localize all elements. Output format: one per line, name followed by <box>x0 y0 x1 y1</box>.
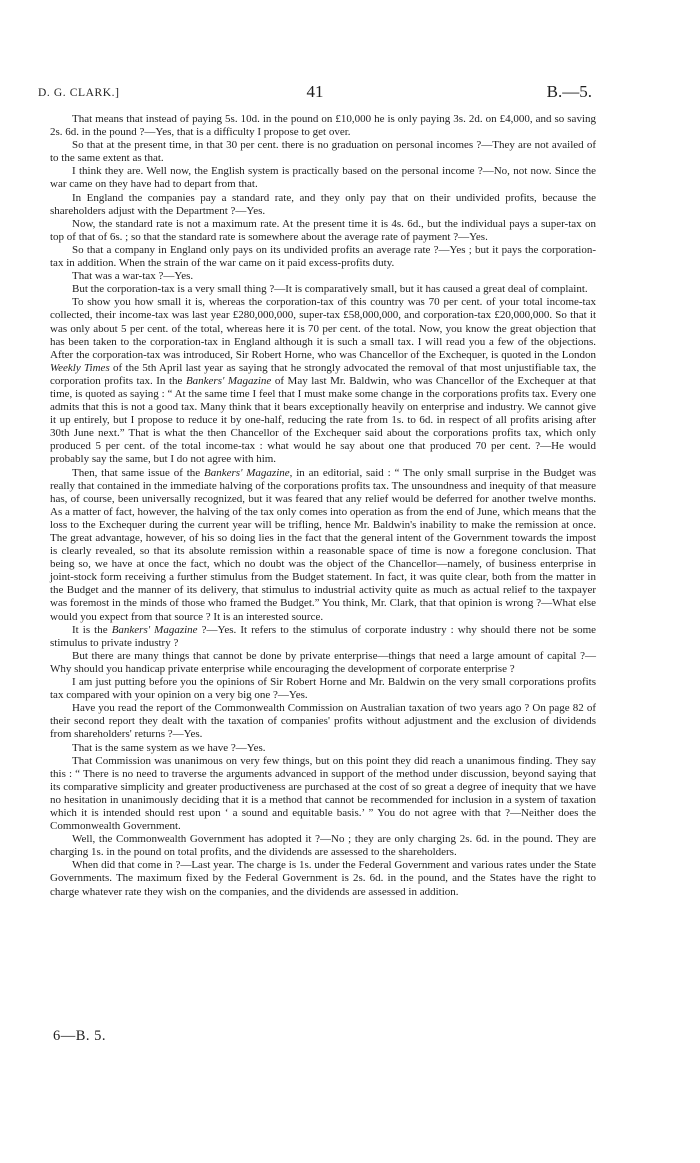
paragraph: But the corporation-tax is a very small thing ?—It is comparatively small, but it has caused a great deal of complaint. <box>72 283 588 296</box>
paragraph: Now, the standard rate is not a maximum rate. At the present time it is 4s. 6d., but the individual pays a super-tax on top of that of 6s. ; so that the standard rate is somewhere about the average rate of payment ?—Yes. <box>50 217 596 243</box>
paragraph: But there are many things that cannot be done by private enterprise—things that need a large amount of capital ?—Why should you handicap private enterprise while encouraging the development of corporate enterprise ? <box>50 649 596 675</box>
document-reference: B.—5. <box>546 82 592 101</box>
paragraph: To show you how small it is, whereas the corporation-tax of this country was 70 per cent. of your total income-tax collected, their income-tax was last year £280,000,000, super-tax £58,000,000, and corporation-tax £20,000,000. So that it was only about 5 per cent. of the total, whereas here it is 70 per cent. of the total. Now, you know the great objection that has been taken to the corporation-tax in England although it is such a small tax. I will read you a few of the objections. After the corporation-tax was introduced, Sir Robert Horne, who was Chancellor of the Exchequer, is quoted in the London Weekly Times of the 5th April last year as saying that he strongly advocated the removal of that most unjustifiable tax, the corporation profits tax. In the Bankers' Magazine of May last Mr. Baldwin, who was Chancellor of the Exchequer at that time, is quoted as saying : “ At the same time I feel that I must make some change in the corporations profits tax. Every one admits that this is not a good tax. Many think that it bears exceptionally heavily on enterprise and industry. We cannot give it up entirely, but I propose to reduce it by one-half, reducing the rate from 1s. to 6d. in respect of all profits arising after 30th June next.” That is what the then Chancellor of the Exchequer said about the corporations profits tax, which only produced 5 per cent. of the total income-tax : what would he say about one that produced 70 per cent. ?—He would probably say the same, but I do not agree with him. <box>50 296 596 466</box>
footer-signature: 6—B. 5. <box>53 1028 107 1044</box>
paragraph: That Commission was unanimous on very few things, but on this point they did reach a unanimous finding. They say this : “ There is no need to traverse the arguments advanced in support of the method under discussion, beyond saying that its comparative simplicity and greater productiveness are purchased at the cost of so great a degree of inequity that we have no hesitation in unanimously deciding that it is a method that cannot be recommended for inclusion in a system of taxation which it is intended should rest upon ‘ a sound and equitable basis.’ ” You do not agree with that ?—Neither does the Commonwealth Government. <box>50 754 596 833</box>
paragraph: So that a company in England only pays on its undivided profits an average rate ?—Yes ; but it pays the corporation-tax in addition. When the strain of the war came on it paid excess-profits duty. <box>50 243 596 270</box>
paragraph: Well, the Commonwealth Government has adopted it ?—No ; they are only charging 2s. 6d. in the pound. They are charging 1s. in the pound on total profits, and the dividends are assessed to the shareholders. <box>50 833 596 859</box>
witness-name: D. G. CLARK.] <box>38 87 120 99</box>
paragraph: That means that instead of paying 5s. 10d. in the pound on £10,000 he is only paying 3s. 2d. on £4,000, and so saving 2s. 6d. in the pound ?—Yes, that is a difficulty I propose to get over. <box>50 113 596 139</box>
paragraph: In England the companies pay a standard rate, and they only pay that on their undivided profits, because the shareholders adjust with the Department ?—Yes. <box>50 191 596 217</box>
paragraph: That is the same system as we have ?—Yes. <box>72 741 266 754</box>
paragraph: That was a war-tax ?—Yes. <box>72 270 194 283</box>
paragraph: I am just putting before you the opinions of Sir Robert Horne and Mr. Baldwin on the very small corporations profits tax compared with your opinion on a very big one ?—Yes. <box>50 676 596 702</box>
paragraph: When did that come in ?—Last year. The charge is 1s. under the Federal Government and various rates under the State Governments. The maximum fixed by the Federal Government is 2s. 6d. in the pound, and the States have the right to charge whatever rate they wish on the companies, and the dividends are assessed in addition. <box>50 859 596 898</box>
body-text <box>50 113 596 899</box>
paragraph: So that at the present time, in that 30 per cent. there is no graduation on personal incomes ?—They are not availed of to the same extent as that. <box>50 139 596 165</box>
paragraph: I think they are. Well now, the English system is practically based on the personal income ?—No, not now. Since the war came on they have had to depart from that. <box>50 165 596 191</box>
paragraph: Have you read the report of the Commonwealth Commission on Australian taxation of two years ago ? On page 82 of their second report they dealt with the taxation of companies' profits without adjustment and the exclusion of dividends from shareholders' returns ?—Yes. <box>50 702 596 741</box>
paragraph: Then, that same issue of the Bankers' Magazine, in an editorial, said : “ The only small surprise in the Budget was really that contained in the immediate halving of the corporations profits tax. The unsoundness and inequity of that measure has, of course, been universally recognized, but it was feared that any relief would be deferred for another twelve months. As a matter of fact, however, the halving of the tax only comes into operation as from the end of June, which means that the loss to the Exchequer during the current year will be trifling, hence Mr. Baldwin's inability to make the remission at once. The great advantage, however, of his so doing lies in the fact that the general intent of the Government towards the impost is clearly revealed, so that its absolute remission within a reasonable space of time is now a foregone conclusion. That being so, we have at once the fact, which no doubt was the object of the Chancellor—namely, of business enterprise in joint-stock form receiving a further stimulus from the Budget statement. In fact, it was quite clear, both from the matter in the Budget and the manner of its delivery, that stimulus to industrial activity quite as much as actual relief to the taxpayer was foremost in the minds of those who framed the Budget.” You think, Mr. Clark, that that opinion is wrong ?—What else would you expect from that source ? It is an interested source. <box>50 466 596 623</box>
page-header <box>38 82 592 104</box>
page-number: 41 <box>306 82 324 101</box>
paragraph: It is the Bankers' Magazine ?—Yes. It refers to the stimulus of corporate industry : why should there not be some stimulus to private industry ? <box>50 623 597 649</box>
